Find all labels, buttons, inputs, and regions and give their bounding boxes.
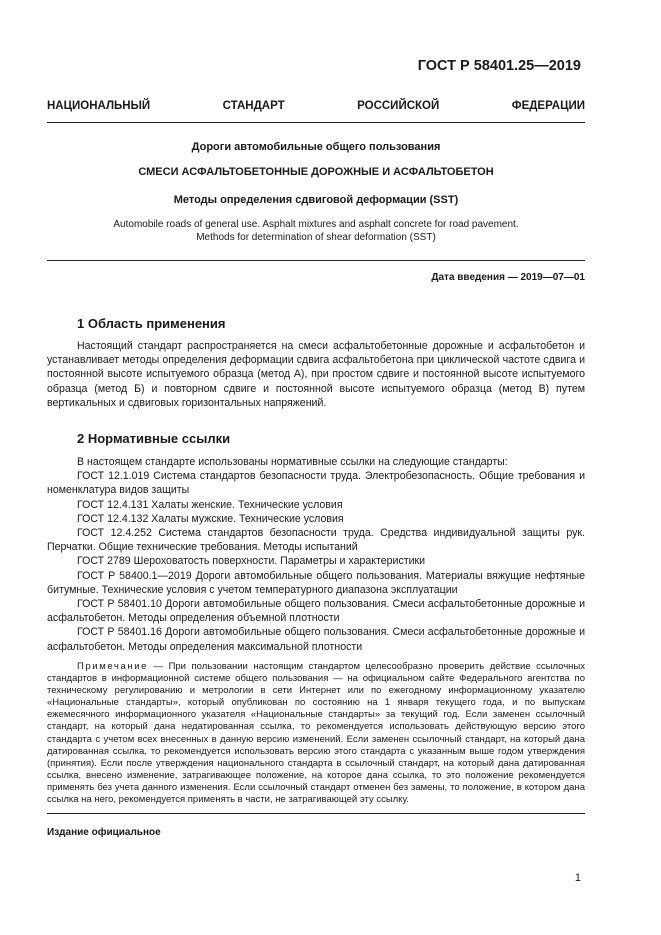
page-number: 1	[574, 872, 581, 884]
english-title-line-1: Automobile roads of general use. Asphalt mixtures and asphalt concrete for road pavement.	[113, 219, 519, 230]
note-text: — При пользовании настоящим стандартом целесообразно проверить действие ссылочных стандартов в информационной системе общего пользования — на официальном сайте Федерального агентства по техническому регулированию и метрологии в сети Интернет или по ежегодному информационному указателю «Национальные стандарты», который опубликован по состоянию на 1 января текущего года, и по выпускам ежемесячного информационного указателя «Национальные стандарты» за текущий год. Если заменен ссылочный стандарт, на который дана недатированная ссылка, то рекомендуется использовать действующую версию этого стандарта с учетом всех внесенных в данную версию изменений. Если заменен ссылочный стандарт, на который дана датированная ссылка, то рекомендуется использовать версию этого стандарта с указанным выше годом утверждения (принятия). Если после утверждения национального стандарта в ссылочный стандарт, на который дана датированная ссылка, внесено изменение, затрагивающее положение, на которое дана ссылка, то это положение рекомендуется применять без учета данного изменения. Если ссылочный стандарт отменен без замены, то положение, в котором дана ссылка на него, рекомендуется применять в части, не затрагивающей эту ссылку.	[47, 661, 585, 806]
title-line-1: Дороги автомобильные общего пользования	[191, 141, 441, 153]
reference-item: ГОСТ 2789 Шероховатость поверхности. Параметры и характеристики	[77, 555, 426, 568]
references-intro: В настоящем стандарте использованы нормативные ссылки на следующие стандарты:	[77, 456, 508, 468]
reference-item: ГОСТ Р 58401.16 Дороги автомобильные общего пользования. Смеси асфальтобетонные дорожные и асфальтобетон. Методы определения максимальной плотности	[47, 626, 585, 653]
reference-item: ГОСТ 12.1.019 Система стандартов безопасности труда. Электробезопасность. Общие требования и номенклатура видов защиты	[47, 470, 585, 497]
references-note	[47, 661, 585, 806]
title-line-3: Методы определения сдвиговой деформации (SST)	[173, 194, 459, 206]
section-1-paragraph: Настоящий стандарт распространяется на смеси асфальтобетонные дорожные и асфальтобетон и устанавливает методы определения деформации сдвига асфальтобетона при циклической частоте сдвига и постоянной высоте испытуемого образца (метод А), при простом сдвиге и постоянной высоте испытуемого образца (метод Б) и повторном сдвиге и постоянной высоте испытуемого образца (метод В) путем вертикальных и сдвиговых горизонтальных напряжений.	[47, 340, 585, 409]
title-line-2: СМЕСИ АСФАЛЬТОБЕТОННЫЕ ДОРОЖНЫЕ И АСФАЛЬТОБЕТОН	[138, 166, 494, 178]
reference-item: ГОСТ 12.4.131 Халаты женские. Технические условия	[77, 498, 343, 511]
section-2-heading: 2 Нормативные ссылки	[77, 431, 231, 446]
reference-item: ГОСТ Р 58401.10 Дороги автомобильные общего пользования. Смеси асфальтобетонные дорожные и асфальтобетон. Методы определения объемной плотности	[47, 598, 585, 625]
introduction-date: Дата введения — 2019—07—01	[431, 272, 585, 283]
english-title-line-2: Methods for determination of shear deformation (SST)	[196, 232, 436, 243]
section-1-heading: 1 Область применения	[77, 316, 226, 331]
reference-item: ГОСТ 12.4.252 Система стандартов безопасности труда. Средства индивидуальной защиты рук. Перчатки. Общие технические требования. Методы испытаний	[47, 527, 585, 554]
official-edition: Издание официальное	[47, 827, 161, 838]
standard-number: ГОСТ Р 58401.25—2019	[417, 58, 581, 74]
reference-item: ГОСТ Р 58400.1—2019 Дороги автомобильные общего пользования. Материалы вяжущие нефтяные битумные. Технические условия с учетом температурного диапазона эксплуатации	[47, 569, 585, 596]
footer-rule	[47, 813, 585, 814]
note-label: Примечание	[77, 661, 148, 672]
national-standard-banner: НАЦИОНАЛЬНЫЙ СТАНДАРТ РОССИЙСКОЙ ФЕДЕРАЦИИ	[47, 100, 585, 112]
normative-references	[47, 455, 585, 654]
reference-item: ГОСТ 12.4.132 Халаты мужские. Технические условия	[77, 512, 344, 525]
header-rule	[47, 122, 585, 123]
english-title	[47, 218, 585, 244]
title-rule	[47, 260, 585, 261]
